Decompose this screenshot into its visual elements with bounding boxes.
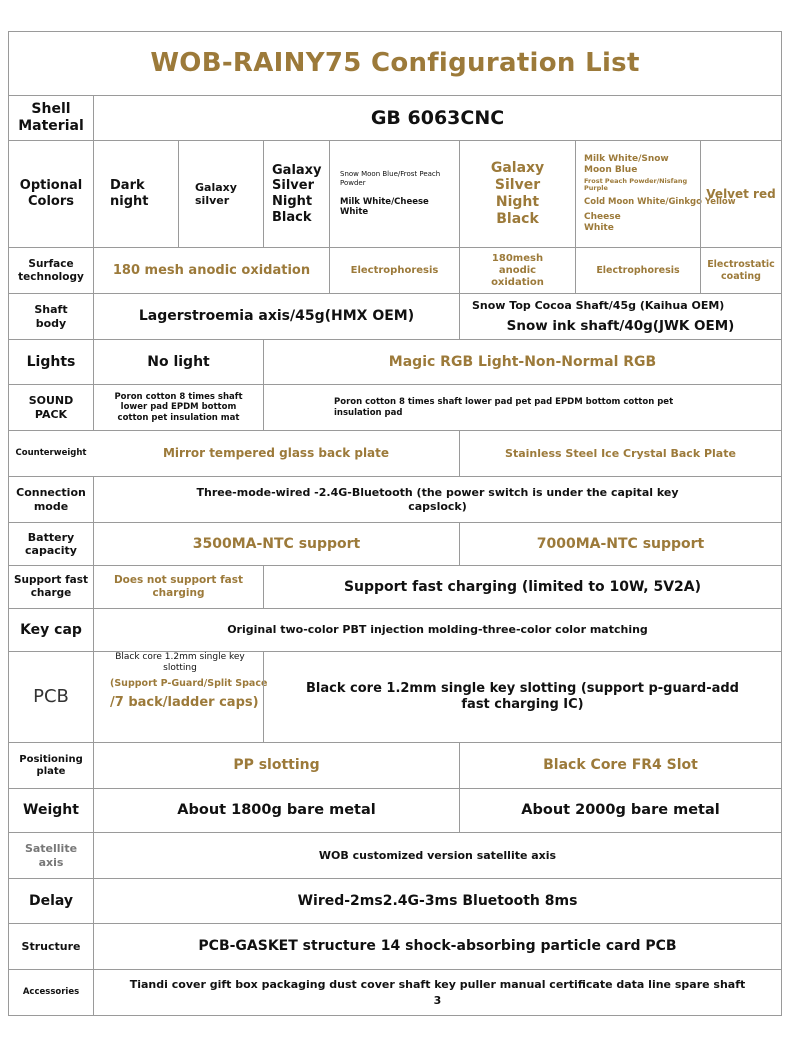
color-gsnb-text: Galaxy Silver Night Black bbox=[272, 162, 322, 225]
label-lights: Lights bbox=[26, 353, 76, 370]
color-multi-list bbox=[575, 141, 736, 247]
fastcharge-b: Support fast charging (limited to 10W, 5V2A) bbox=[263, 566, 781, 608]
row-shell bbox=[9, 95, 781, 140]
lights-b: Magic RGB Light-Non-Normal RGB bbox=[263, 340, 781, 384]
row-weight bbox=[9, 788, 781, 832]
label-shaft: Shaft body bbox=[34, 303, 68, 330]
weight-b: About 2000g bare metal bbox=[459, 789, 781, 832]
pcb-a-line3: /7 back/ladder caps) bbox=[110, 694, 259, 710]
delay-value: Wired-2ms2.4G-3ms Bluetooth 8ms bbox=[93, 879, 781, 923]
pcb-a-line1: Black core 1.2mm single key slotting bbox=[115, 652, 245, 673]
label-delay: Delay bbox=[28, 892, 74, 909]
color-cold-ginkgo-text: Cold Moon White/Ginkgo Yellow bbox=[584, 197, 736, 208]
label-pcb: PCB bbox=[33, 686, 69, 708]
shaft-b-line2: Snow ink shaft/40g(JWK OEM) bbox=[506, 317, 735, 334]
row-positioning bbox=[9, 742, 781, 788]
keycap-value: Original two-color PBT injection molding-three-color color matching bbox=[93, 609, 781, 651]
color-gsnb-gold: Galaxy Silver Night Black bbox=[459, 141, 575, 247]
weight-a: About 1800g bare metal bbox=[93, 789, 459, 832]
structure-value: PCB-GASKET structure 14 shock-absorbing particle card PCB bbox=[93, 924, 781, 969]
battery-a: 3500MA-NTC support bbox=[93, 523, 459, 565]
config-table bbox=[8, 31, 782, 1016]
row-pcb bbox=[9, 651, 781, 742]
label-fastcharge: Support fast charge bbox=[13, 574, 89, 599]
counterweight-b: Stainless Steel Ice Crystal Back Plate bbox=[459, 431, 781, 476]
label-structure: Structure bbox=[21, 939, 81, 953]
accessories-value bbox=[93, 970, 781, 1015]
label-accessories: Accessories bbox=[22, 987, 80, 998]
page-title: WOB-RAINY75 Configuration List bbox=[150, 47, 640, 78]
color-snow-milk bbox=[329, 141, 459, 247]
color-galaxy-silver bbox=[178, 141, 263, 247]
row-battery bbox=[9, 522, 781, 565]
shaft-b-line1: Snow Top Cocoa Shaft/45g (Kaihua OEM) bbox=[472, 299, 725, 313]
label-weight: Weight bbox=[23, 802, 79, 819]
row-shaft bbox=[9, 293, 781, 339]
label-colors: Optional Colors bbox=[19, 178, 83, 209]
title-row bbox=[9, 32, 781, 95]
row-delay bbox=[9, 878, 781, 923]
surface-c: 180mesh anodic oxidation bbox=[459, 248, 575, 293]
color-galaxy-silver-text: Galaxy silver bbox=[195, 180, 237, 207]
surface-e: Electrostatic coating bbox=[700, 248, 781, 293]
color-milk-snow-text: Milk White/Snow Moon Blue bbox=[584, 154, 669, 175]
row-counterweight bbox=[9, 430, 781, 476]
row-keycap bbox=[9, 608, 781, 651]
fastcharge-a: Does not support fast charging bbox=[93, 566, 263, 608]
pcb-a bbox=[93, 652, 268, 742]
lights-a: No light bbox=[93, 340, 263, 384]
color-snow-moon-text: Snow Moon Blue/Frost Peach Powder bbox=[340, 170, 441, 187]
sound-a: Poron cotton 8 times shaft lower pad EPDM bottom cotton pet insulation mat bbox=[93, 385, 263, 430]
surface-d: Electrophoresis bbox=[575, 248, 700, 293]
label-surface: Surface technology bbox=[18, 257, 84, 283]
positioning-a: PP slotting bbox=[93, 743, 459, 788]
shaft-b bbox=[459, 294, 781, 339]
row-structure bbox=[9, 923, 781, 969]
shaft-a: Lagerstroemia axis/45g(HMX OEM) bbox=[93, 294, 459, 339]
row-sound bbox=[9, 384, 781, 430]
positioning-b: Black Core FR4 Slot bbox=[459, 743, 781, 788]
label-shell: Shell Material bbox=[18, 101, 84, 134]
row-fastcharge bbox=[9, 565, 781, 608]
color-galaxy-silver-night-black bbox=[263, 141, 329, 247]
row-surface bbox=[9, 247, 781, 293]
label-keycap: Key cap bbox=[20, 621, 82, 638]
label-positioning: Positioning plate bbox=[19, 753, 83, 777]
row-satellite bbox=[9, 832, 781, 878]
surface-a: 180 mesh anodic oxidation bbox=[93, 248, 329, 293]
surface-b: Electrophoresis bbox=[329, 248, 459, 293]
pcb-a-line2: (Support P-Guard/Split Space bbox=[110, 677, 268, 689]
color-frost-nisfang-text: Frost Peach Powder/Nisfang Purple bbox=[584, 176, 688, 193]
label-satellite: Satellite axis bbox=[24, 842, 78, 869]
color-dark-night-text: Dark night bbox=[110, 178, 149, 209]
color-cheese-text: Cheese White bbox=[584, 212, 621, 234]
value-shell: GB 6063CNC bbox=[93, 96, 781, 140]
counterweight-a: Mirror tempered glass back plate bbox=[162, 446, 390, 461]
pcb-b: Black core 1.2mm single key slotting (support p-guard-add fast charging IC) bbox=[263, 652, 781, 742]
color-velvet-red: Velvet red bbox=[700, 141, 781, 247]
row-connection bbox=[9, 476, 781, 522]
row-lights bbox=[9, 339, 781, 384]
row-colors bbox=[9, 140, 781, 247]
color-milk-cheese-text: Milk White/Cheese White bbox=[340, 197, 429, 218]
accessories-text: Tiandi cover gift box packaging dust cover shaft key puller manual certificate data line spare shaft bbox=[129, 978, 746, 992]
sound-b: Poron cotton 8 times shaft lower pad pet pad EPDM bottom cotton pet insulation pad bbox=[263, 385, 781, 430]
label-battery: Battery capacity bbox=[25, 530, 77, 557]
label-connection: Connection mode bbox=[16, 486, 86, 513]
battery-b: 7000MA-NTC support bbox=[459, 523, 781, 565]
connection-value: Three-mode-wired -2.4G-Bluetooth (the power switch is under the capital key capslock) bbox=[93, 477, 781, 522]
row-accessories bbox=[9, 969, 781, 1015]
label-sound: SOUND PACK bbox=[28, 394, 74, 421]
label-counterweight: Counterweight bbox=[15, 448, 87, 459]
color-dark-night bbox=[93, 141, 178, 247]
satellite-value: WOB customized version satellite axis bbox=[93, 833, 781, 878]
accessories-count: 3 bbox=[433, 993, 442, 1007]
